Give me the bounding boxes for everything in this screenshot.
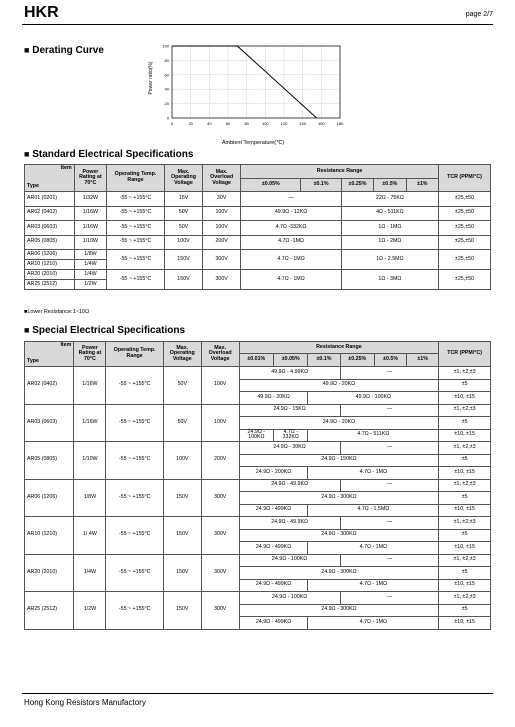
cell-res-a: 24.9Ω - 150KΩ: [239, 454, 439, 467]
cell-tcr: ±10, ±15: [439, 467, 491, 480]
cell-type: AR02 (0402): [25, 367, 74, 405]
derating-chart: [140, 40, 355, 148]
tol-header: ±0.25%: [340, 354, 374, 367]
cell-tcr: ±25,±50: [438, 250, 490, 270]
table-row: [25, 250, 491, 260]
chart-axes: [172, 46, 340, 118]
cell-power: 1/4W: [74, 270, 106, 280]
cell-power: 1/8W: [74, 250, 106, 260]
cell-res-a: 4.7Ω -1MΩ: [241, 235, 342, 250]
tol-header: ±0.5%: [374, 179, 406, 192]
cell-type: AR03 (0603): [25, 221, 75, 236]
cell-res-a: 49.9Ω - 20KΩ: [239, 379, 439, 392]
tol-header: ±0.01%: [239, 354, 273, 367]
x-tick-label: 120: [280, 121, 288, 126]
cell-tcr: ±1, ±2,±3: [439, 592, 491, 605]
cell-tcr: ±5: [439, 567, 491, 580]
cell-res-b: —: [340, 517, 439, 530]
header-divider: [22, 24, 493, 25]
cell-temp: -55 ~ +155°C: [107, 192, 165, 207]
cell-tcr: ±1, ±2,±3: [439, 517, 491, 530]
header-resistance: Resistance Range: [241, 165, 439, 179]
cell-power: 1/16W: [74, 221, 106, 236]
cell-power: 1/16W: [74, 206, 106, 221]
cell-res-b: —: [340, 404, 439, 417]
bullet-square-icon: ■: [24, 149, 30, 159]
tol-header: ±0.05%: [241, 179, 301, 192]
header-item-type: [25, 342, 74, 367]
cell-type: AR06 (1206): [25, 250, 75, 260]
cell-type: AR20 (2010): [25, 270, 75, 280]
cell-res-a: 24.9Ω - 20KΩ: [239, 417, 439, 430]
cell-res-a: 24.9Ω - 30KΩ: [239, 442, 340, 455]
cell-res-b: —: [340, 442, 439, 455]
cell-op-voltage: 50V: [163, 404, 201, 442]
cell-temp: -55 ~ +155°C: [107, 270, 165, 290]
x-tick-label: 140: [299, 121, 307, 126]
cell-power: 1/2W: [74, 280, 106, 290]
cell-tcr: ±25,±50: [438, 206, 490, 221]
cell-temp: -55 ~ +155°C: [106, 404, 163, 442]
cell-res-a: 24.9Ω - 300KΩ: [239, 492, 439, 505]
cell-type: AR25 (2512): [25, 280, 75, 290]
cell-power: 1/4W: [74, 554, 106, 592]
table-row: [25, 192, 491, 207]
cell-op-voltage: 150V: [163, 592, 201, 630]
y-tick-label: 20: [164, 101, 169, 107]
cell-tcr: ±1, ±2,±3: [439, 367, 491, 380]
cell-res-b: 22Ω - 75KΩ: [341, 192, 438, 207]
cell-res-b: 4.7Ω - 1.5MΩ: [308, 504, 439, 517]
y-tick-label: 40: [164, 86, 169, 92]
cell-op-voltage: 150V: [163, 517, 201, 555]
x-tick-label: 80: [244, 121, 249, 126]
cell-tcr: ±25,±50: [438, 270, 490, 290]
table-row: [25, 517, 491, 530]
special-heading: [24, 325, 185, 336]
cell-res-a: 24.9Ω - 200KΩ: [239, 467, 308, 480]
header-power: Power Rating at 70°C: [74, 342, 106, 367]
cell-res-m: 4.7Ω - 332KΩ: [274, 429, 308, 442]
cell-type: AR05 (0805): [25, 235, 75, 250]
header-tcr: TCR (PPM/°C): [439, 342, 491, 367]
cell-temp: -55 ~ +155°C: [107, 206, 165, 221]
cell-res-b: —: [340, 479, 439, 492]
cell-tcr: ±10, ±15: [439, 579, 491, 592]
header-item: Item: [60, 165, 72, 171]
y-tick-label: 80: [164, 57, 169, 63]
cell-res-a: —: [241, 192, 342, 207]
bullet-square-icon: ■: [24, 325, 30, 335]
table-row: [25, 592, 491, 605]
cell-ov-voltage: 100V: [201, 367, 239, 405]
lower-resistance-note: ■Lower Resistance:1~10Ω: [24, 309, 90, 315]
cell-res-a: 49.9Ω - 20KΩ: [239, 392, 308, 405]
cell-res-b: 49.9Ω - 100KΩ: [308, 392, 439, 405]
cell-res-b: 1Ω - 3MΩ: [341, 270, 438, 290]
header-tcr: TCR (PPM/°C): [438, 165, 490, 192]
cell-temp: -55 ~ +155°C: [106, 517, 163, 555]
cell-tcr: ±10, ±15: [439, 429, 491, 442]
standard-spec-table: [24, 164, 491, 290]
header-maxop: Max. Operating Voltage: [164, 165, 202, 192]
cell-res-b: 1Ω - 1MΩ: [341, 221, 438, 236]
cell-res-b: —: [340, 367, 439, 380]
cell-res-b: 1Ω - 2.5MΩ: [341, 250, 438, 270]
cell-ov-voltage: 100V: [203, 221, 241, 236]
cell-ov-voltage: 30V: [203, 192, 241, 207]
header-item-type: [25, 165, 75, 192]
cell-temp: -55 ~ +155°C: [107, 250, 165, 270]
cell-ov-voltage: 300V: [203, 250, 241, 270]
cell-res-a: 24.9Ω - 49.9KΩ: [239, 517, 340, 530]
cell-op-voltage: 150V: [163, 554, 201, 592]
cell-res-b: 4.7Ω - 511KΩ: [308, 429, 439, 442]
cell-op-voltage: 50V: [164, 206, 202, 221]
table-row: [25, 221, 491, 236]
cell-type: AR06 (1206): [25, 479, 74, 517]
cell-res-b: 1Ω - 2MΩ: [341, 235, 438, 250]
cell-res-a: 4.7Ω - 1MΩ: [241, 250, 342, 270]
cell-type: AR10 (1210): [25, 517, 74, 555]
std-heading-text: Standard Electrical Specifications: [32, 149, 194, 160]
tol-header: ±0.1%: [308, 354, 340, 367]
cell-temp: -55 ~ +155°C: [107, 235, 165, 250]
cell-op-voltage: 150V: [164, 270, 202, 290]
cell-res-a: 49.9Ω - 4.99KΩ: [239, 367, 340, 380]
cell-res-a: 24.9Ω - 499KΩ: [239, 542, 308, 555]
cell-tcr: ±10, ±15: [439, 542, 491, 555]
x-tick-label: 40: [207, 121, 212, 126]
table-row: [25, 270, 491, 280]
cell-op-voltage: 150V: [163, 479, 201, 517]
cell-type: AR01 (0201): [25, 192, 75, 207]
cell-tcr: ±5: [439, 529, 491, 542]
cell-ov-voltage: 100V: [201, 404, 239, 442]
cell-temp: -55 ~ +155°C: [106, 442, 163, 480]
cell-res-b: 4.7Ω - 1MΩ: [308, 617, 439, 630]
cell-ov-voltage: 100V: [203, 206, 241, 221]
cell-ov-voltage: 300V: [201, 517, 239, 555]
cell-res-a: 24.9Ω - 300KΩ: [239, 529, 439, 542]
cell-tcr: ±1, ±2,±3: [439, 404, 491, 417]
cell-tcr: ±5: [439, 417, 491, 430]
header-power: Power Rating at 70°C: [74, 165, 106, 192]
cell-res-b: 4.7Ω - 1MΩ: [308, 542, 439, 555]
cell-power: 1/10W: [74, 235, 106, 250]
x-tick-label: 160: [317, 121, 325, 126]
header-maxov: Max. Overload Voltage: [201, 342, 239, 367]
cell-res-b: —: [340, 592, 439, 605]
cell-type: AR02 (0402): [25, 206, 75, 221]
cell-power: 1/8W: [74, 479, 106, 517]
cell-res-b: 4Ω - 511KΩ: [341, 206, 438, 221]
cell-tcr: ±25,±50: [438, 235, 490, 250]
special-heading-text: Special Electrical Specifications: [32, 325, 186, 336]
derating-line: [172, 46, 317, 118]
chart-ticks: [162, 44, 344, 127]
cell-res-a: 24.9Ω - 100KΩ: [239, 592, 340, 605]
cell-op-voltage: 50V: [163, 367, 201, 405]
y-tick-label: 60: [164, 72, 169, 78]
header-type: Type: [27, 183, 39, 190]
table-row: [25, 235, 491, 250]
page-title: HKR: [24, 4, 59, 21]
table-row: [25, 479, 491, 492]
derating-heading-text: Derating Curve: [32, 45, 104, 56]
header-maxop: Max. Operating Voltage: [163, 342, 201, 367]
chart-ylabel: Power ratio(%): [148, 61, 154, 95]
footer-divider: [22, 693, 493, 694]
cell-res-b: 4.7Ω - 1MΩ: [308, 467, 439, 480]
cell-res-a: 4.7Ω - 1MΩ: [241, 270, 342, 290]
cell-power: 1/10W: [74, 442, 106, 480]
cell-tcr: ±5: [439, 604, 491, 617]
cell-op-voltage: 50V: [164, 221, 202, 236]
header-type: Type: [27, 358, 39, 365]
cell-res-b: —: [340, 554, 439, 567]
y-tick-label: 100: [162, 43, 169, 49]
x-tick-label: 180: [336, 121, 344, 126]
cell-temp: -55 ~ +155°C: [106, 554, 163, 592]
cell-res-a: 24.9Ω - 499KΩ: [239, 504, 308, 517]
cell-tcr: ±25,±50: [438, 192, 490, 207]
cell-res-a: 24.9Ω - 300KΩ: [239, 567, 439, 580]
footer-text: Hong Kong Resistors Manufactory: [24, 698, 146, 707]
chart-series: [172, 46, 317, 118]
table-row: [25, 554, 491, 567]
std-heading: [24, 149, 193, 160]
tol-header: ±0.1%: [301, 179, 341, 192]
x-tick-label: 20: [188, 121, 193, 126]
cell-tcr: ±5: [439, 492, 491, 505]
special-spec-table: [24, 341, 491, 630]
cell-tcr: ±10, ±15: [439, 617, 491, 630]
derating-heading: [24, 45, 104, 56]
chart-xlabel: Ambient Temperature(℃): [221, 140, 285, 146]
cell-ov-voltage: 300V: [203, 270, 241, 290]
cell-power: 1/16W: [74, 404, 106, 442]
chart-grid: [172, 46, 340, 118]
cell-tcr: ±25,±50: [438, 221, 490, 236]
cell-res-a: 24.9Ω - 100KΩ: [239, 429, 273, 442]
cell-res-a: 24.9Ω - 499KΩ: [239, 579, 308, 592]
cell-type: AR20 (2010): [25, 554, 74, 592]
cell-tcr: ±5: [439, 379, 491, 392]
plot-frame: [172, 46, 340, 118]
cell-tcr: ±5: [439, 454, 491, 467]
bullet-square-icon: ■: [24, 45, 30, 55]
tol-header: ±0.25%: [341, 179, 373, 192]
cell-res-a: 4.7Ω -332KΩ: [241, 221, 342, 236]
cell-res-a: 24.9Ω - 49.9KΩ: [239, 479, 340, 492]
cell-ov-voltage: 200V: [203, 235, 241, 250]
cell-type: AR25 (2512): [25, 592, 74, 630]
header-optemp: Operating Temp. Range: [106, 342, 163, 367]
cell-power: 1/32W: [74, 192, 106, 207]
cell-res-a: 24.9Ω - 100KΩ: [239, 554, 340, 567]
cell-ov-voltage: 300V: [201, 479, 239, 517]
table-row: [25, 206, 491, 221]
header-resistance: Resistance Range: [239, 342, 439, 354]
cell-res-a: 49.9Ω - 12KΩ: [241, 206, 342, 221]
cell-tcr: ±1, ±2,±3: [439, 479, 491, 492]
header-optemp: Operating Temp. Range: [107, 165, 165, 192]
tol-header: ±1%: [406, 179, 438, 192]
cell-type: AR03 (0603): [25, 404, 74, 442]
cell-power: 1/ 4W: [74, 517, 106, 555]
x-tick-label: 0: [170, 121, 174, 126]
cell-op-voltage: 150V: [164, 250, 202, 270]
header-maxov: Max. Overload Voltage: [203, 165, 241, 192]
x-tick-label: 60: [225, 121, 231, 126]
cell-type: AR05 (0805): [25, 442, 74, 480]
cell-tcr: ±1, ±2,±3: [439, 554, 491, 567]
tol-header: ±0.05%: [274, 354, 308, 367]
cell-op-voltage: 15V: [164, 192, 202, 207]
cell-power: 1/16W: [74, 367, 106, 405]
cell-op-voltage: 100V: [164, 235, 202, 250]
cell-ov-voltage: 200V: [201, 442, 239, 480]
cell-ov-voltage: 300V: [201, 592, 239, 630]
table-row: [25, 404, 491, 417]
cell-res-a: 24.9Ω - 499KΩ: [239, 617, 308, 630]
x-tick-label: 100: [261, 121, 269, 126]
cell-power: 1/2W: [74, 592, 106, 630]
cell-tcr: ±10, ±15: [439, 392, 491, 405]
cell-res-b: 4.7Ω - 1MΩ: [308, 579, 439, 592]
cell-tcr: ±1, ±2,±3: [439, 442, 491, 455]
tol-header: ±0.5%: [374, 354, 406, 367]
cell-temp: -55 ~ +155°C: [106, 479, 163, 517]
header-item: Item: [60, 342, 72, 348]
cell-res-a: 24.9Ω - 300KΩ: [239, 604, 439, 617]
table-row: [25, 367, 491, 380]
cell-op-voltage: 100V: [163, 442, 201, 480]
cell-temp: -55 ~ +155°C: [106, 592, 163, 630]
cell-power: 1/4W: [74, 260, 106, 270]
cell-ov-voltage: 300V: [201, 554, 239, 592]
cell-temp: -55 ~ +155°C: [107, 221, 165, 236]
page-number: page 2/7: [465, 11, 493, 18]
cell-res-a: 24.9Ω - 15KΩ: [239, 404, 340, 417]
table-row: [25, 442, 491, 455]
y-tick-label: 0: [166, 115, 169, 121]
cell-type: AR10 (1210): [25, 260, 75, 270]
tol-header: ±1%: [407, 354, 439, 367]
cell-temp: -55 ~ +155°C: [106, 367, 163, 405]
cell-tcr: ±10, ±15: [439, 504, 491, 517]
